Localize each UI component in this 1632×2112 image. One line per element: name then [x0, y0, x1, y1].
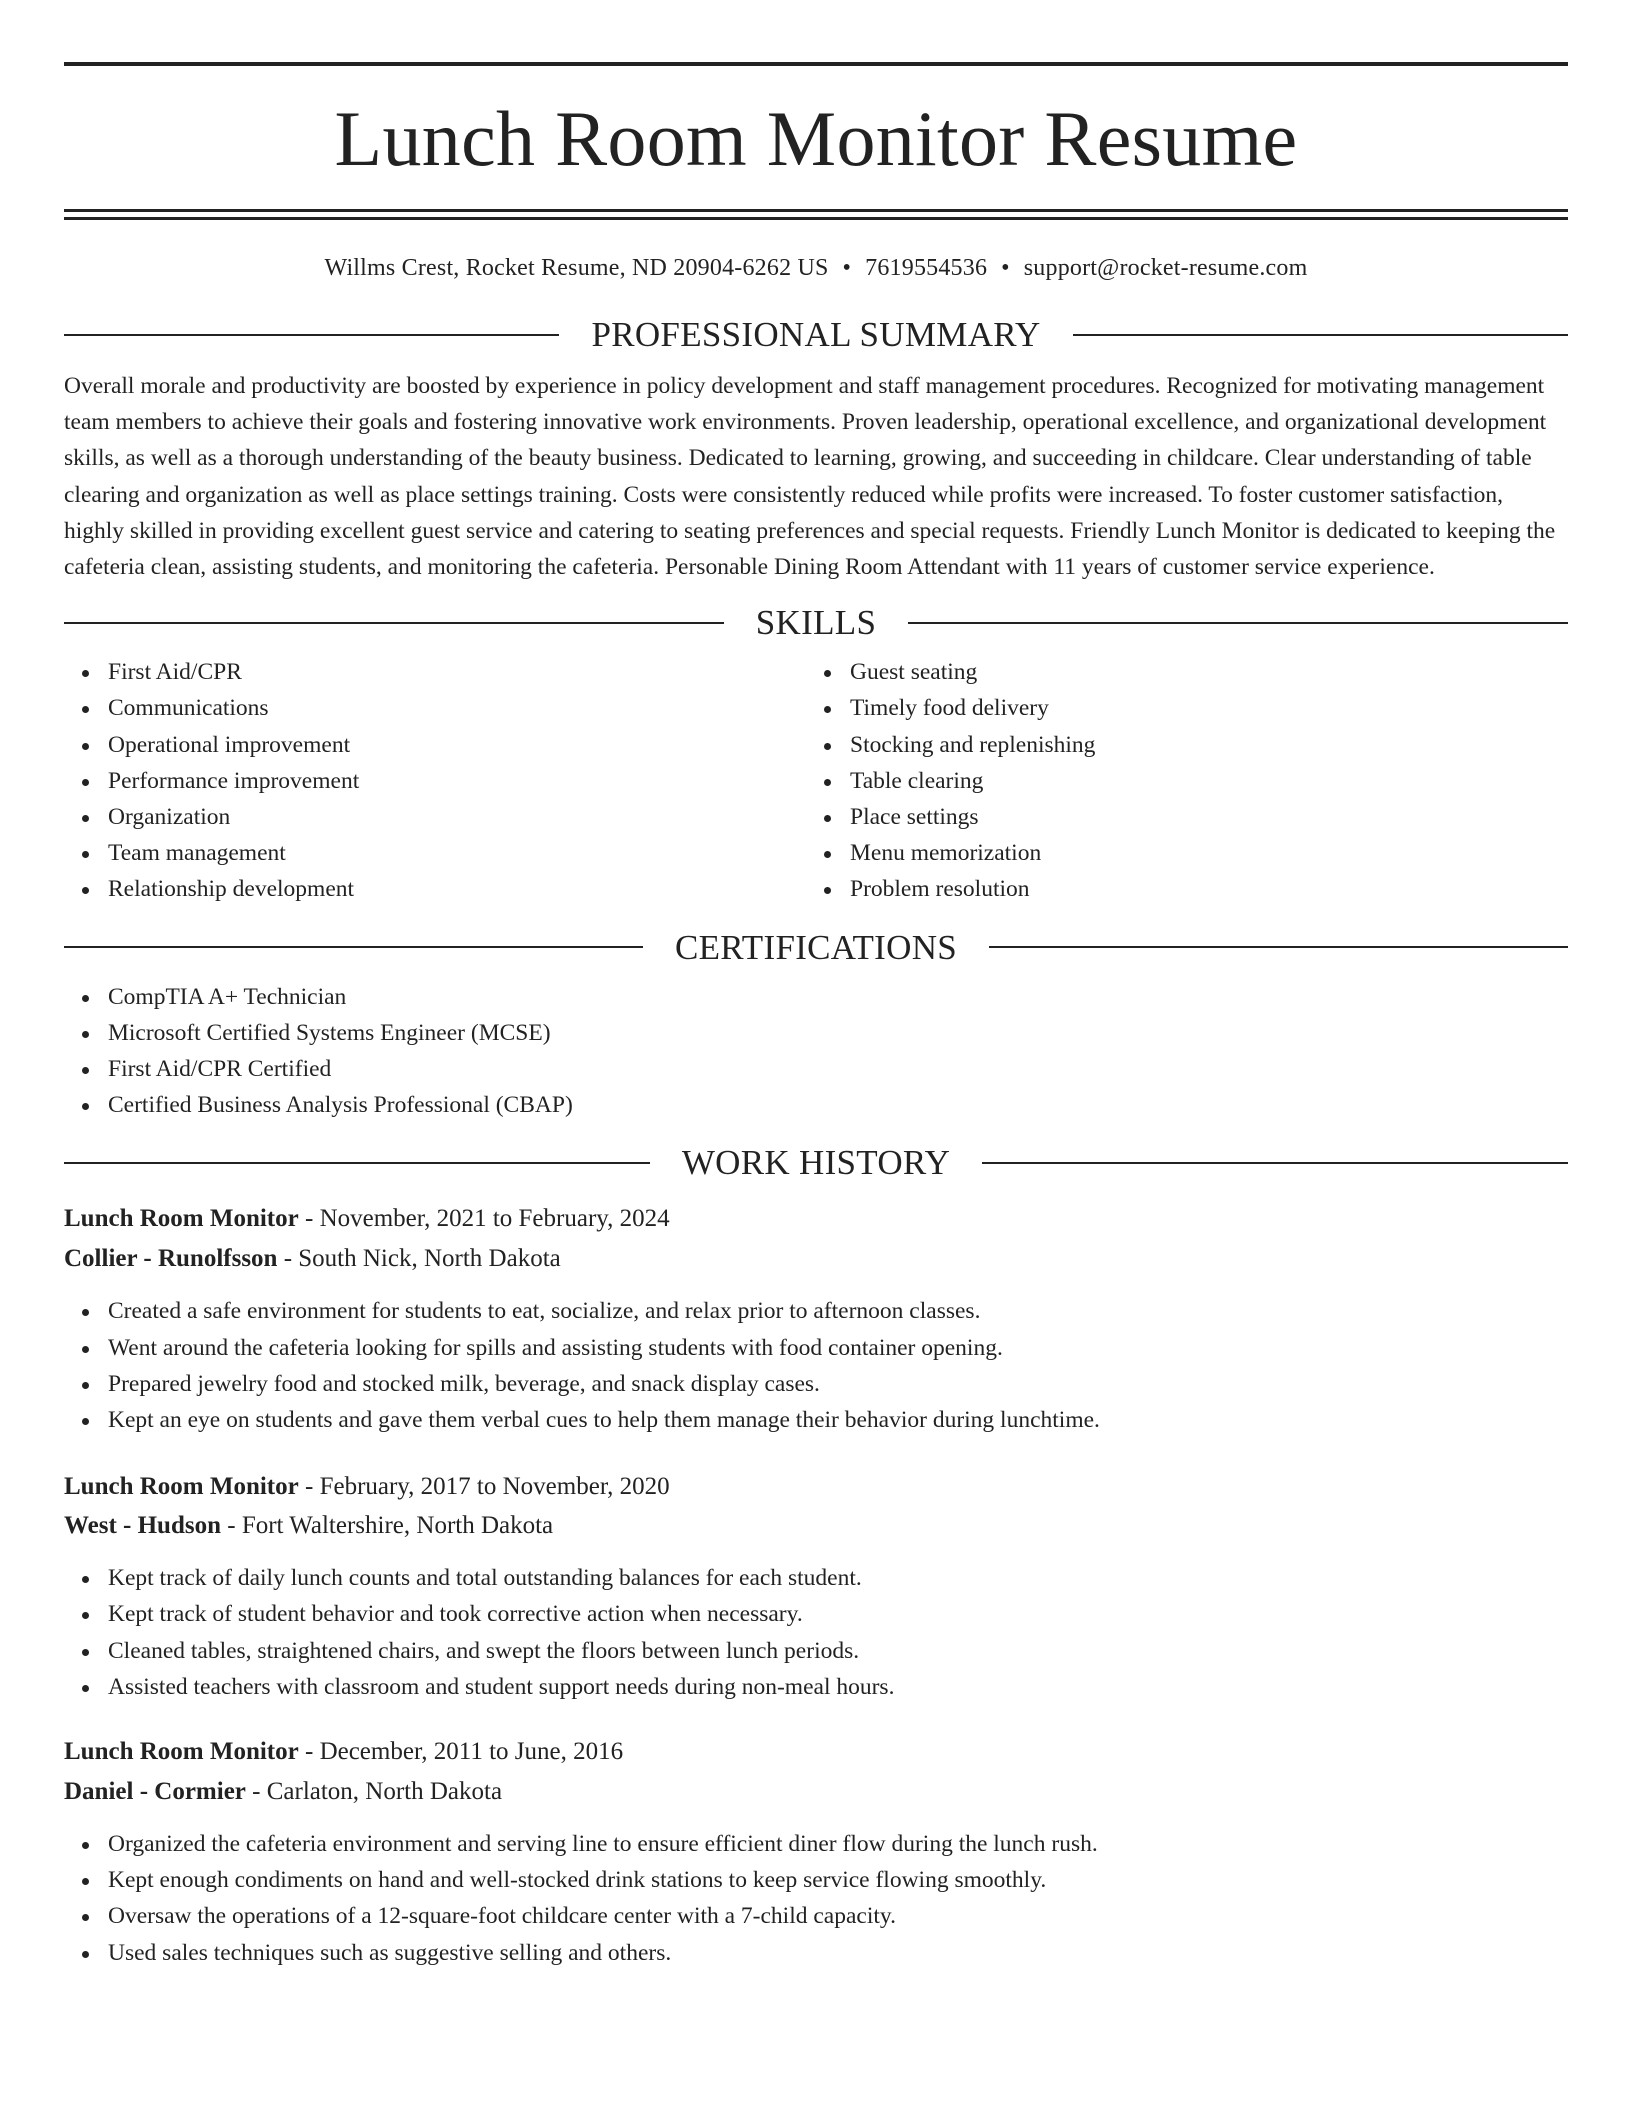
job-company: Collier - Runolfsson: [64, 1245, 278, 1273]
skill-item: First Aid/CPR: [108, 654, 806, 690]
certifications-section-heading: [64, 927, 1568, 967]
skill-item: Relationship development: [108, 871, 806, 907]
job-duty: Created a safe environment for students to eat, socialize, and relax prior to afternoon classes.: [108, 1293, 1568, 1329]
job-company: Daniel - Cormier: [64, 1778, 246, 1806]
job-dates: December, 2011 to June, 2016: [319, 1738, 624, 1766]
job-duty: Oversaw the operations of a 12-square-foot childcare center with a 7-child capacity.: [108, 1898, 1568, 1934]
skill-item: Operational improvement: [108, 727, 806, 763]
job-duty: Organized the cafeteria environment and serving line to ensure efficient diner flow during the lunch rush.: [108, 1826, 1568, 1862]
job-duties-list: [64, 1560, 1568, 1705]
job-duty: Kept track of daily lunch counts and total outstanding balances for each student.: [108, 1560, 1568, 1596]
summary-section-heading: [64, 317, 1568, 352]
skills-column-right: [806, 654, 1548, 907]
section-title: WORK HISTORY: [681, 1143, 951, 1183]
job-company-line: Daniel - Cormier - Carlaton, North Dakota: [64, 1778, 503, 1806]
job-title-line: Lunch Room Monitor - November, 2021 to February, 2024: [64, 1205, 670, 1233]
job-company-line: Collier - Runolfsson - South Nick, North Dakota: [64, 1245, 561, 1273]
job-location: South Nick, North Dakota: [298, 1245, 561, 1273]
skill-item: Timely food delivery: [850, 690, 1548, 726]
skill-item: Place settings: [850, 799, 1548, 835]
top-rule: [64, 62, 1568, 66]
skill-item: Performance improvement: [108, 763, 806, 799]
title-double-rule: [64, 209, 1568, 220]
job-title: Lunch Room Monitor: [64, 1738, 299, 1766]
skills-section-heading: [64, 603, 1568, 643]
skill-item: Table clearing: [850, 763, 1548, 799]
skill-item: Organization: [108, 799, 806, 835]
section-title: PROFESSIONAL SUMMARY: [591, 315, 1041, 354]
skills-columns: [64, 654, 1568, 907]
certification-item: First Aid/CPR Certified: [108, 1051, 1568, 1087]
job-dates: November, 2021 to February, 2024: [319, 1205, 670, 1233]
contact-line: [64, 256, 1568, 280]
skill-item: Menu memorization: [850, 835, 1548, 871]
job-company: West - Hudson: [64, 1512, 221, 1540]
contact-separator: •: [842, 255, 852, 281]
skill-item: Communications: [108, 690, 806, 726]
job-title: Lunch Room Monitor: [64, 1473, 299, 1501]
skill-item: Guest seating: [850, 654, 1548, 690]
job-title: Lunch Room Monitor: [64, 1205, 299, 1233]
job-dates: February, 2017 to November, 2020: [319, 1473, 670, 1501]
job-duty: Prepared jewelry food and stocked milk, beverage, and snack display cases.: [108, 1366, 1568, 1402]
job-title-line: Lunch Room Monitor - February, 2017 to November, 2020: [64, 1473, 670, 1501]
work-history-section-heading: [64, 1143, 1568, 1183]
job-duty: Cleaned tables, straightened chairs, and swept the floors between lunch periods.: [108, 1633, 1568, 1669]
skill-item: Problem resolution: [850, 871, 1548, 907]
resume-title: Lunch Room Monitor Resume: [334, 95, 1298, 182]
contact-email: support@rocket-resume.com: [1023, 255, 1308, 281]
job-duty: Kept enough condiments on hand and well-stocked drink stations to keep service flowing smoothly.: [108, 1862, 1568, 1898]
contact-separator: •: [1001, 255, 1010, 281]
job-company-line: West - Hudson - Fort Waltershire, North Dakota: [64, 1512, 554, 1540]
job-entry: [64, 1474, 1568, 1705]
skill-item: Stocking and replenishing: [850, 727, 1548, 763]
summary-text: Overall morale and productivity are boosted by experience in policy development and staff management procedures. Recognized for motivating management team members to achieve their goals and fostering innovative work environments. Proven leadership, operational excellence, and organizational development skills, as well as a thorough understanding of the beauty business. Dedicated to learning, growing, and succeeding in childcare. Clear understanding of table clearing and organization as well as place settings training. Costs were consistently reduced while profits were increased. To foster customer satisfaction, highly skilled in providing excellent guest service and catering to seating preferences and special requests. Friendly Lunch Monitor is dedicated to keeping the cafeteria clean, assisting students, and monitoring the cafeteria. Personable Dining Room Attendant with 11 years of customer service experience.: [64, 373, 1556, 581]
job-duties-list: [64, 1293, 1568, 1438]
certification-item: CompTIA A+ Technician: [108, 979, 1568, 1015]
job-duty: Kept an eye on students and gave them verbal cues to help them manage their behavior during lunchtime.: [108, 1402, 1568, 1438]
job-duty: Went around the cafeteria looking for spills and assisting students with food container opening.: [108, 1330, 1568, 1366]
job-duty: Kept track of student behavior and took corrective action when necessary.: [108, 1596, 1568, 1632]
contact-address: Willms Crest, Rocket Resume, ND 20904-6262 US: [324, 255, 829, 281]
job-duties-list: [64, 1826, 1568, 1971]
section-title: CERTIFICATIONS: [674, 927, 958, 967]
skill-item: Team management: [108, 835, 806, 871]
job-entry: [64, 1206, 1568, 1438]
skills-column-left: [64, 654, 806, 907]
job-location: Fort Waltershire, North Dakota: [241, 1512, 554, 1540]
certifications-list: [64, 979, 1568, 1124]
skills-list: [806, 654, 1548, 907]
job-location: Carlaton, North Dakota: [266, 1778, 503, 1806]
certification-item: Microsoft Certified Systems Engineer (MCSE): [108, 1015, 1568, 1051]
job-duty: Used sales techniques such as suggestive selling and others.: [108, 1935, 1568, 1971]
skills-list: [64, 654, 806, 907]
section-title: SKILLS: [755, 603, 877, 643]
contact-phone: 7619554536: [865, 255, 988, 281]
certification-item: Certified Business Analysis Professional (CBAP): [108, 1087, 1568, 1123]
job-duty: Assisted teachers with classroom and student support needs during non-meal hours.: [108, 1669, 1568, 1705]
job-entry: [64, 1739, 1568, 1971]
job-title-line: Lunch Room Monitor - December, 2011 to June, 2016: [64, 1738, 624, 1766]
